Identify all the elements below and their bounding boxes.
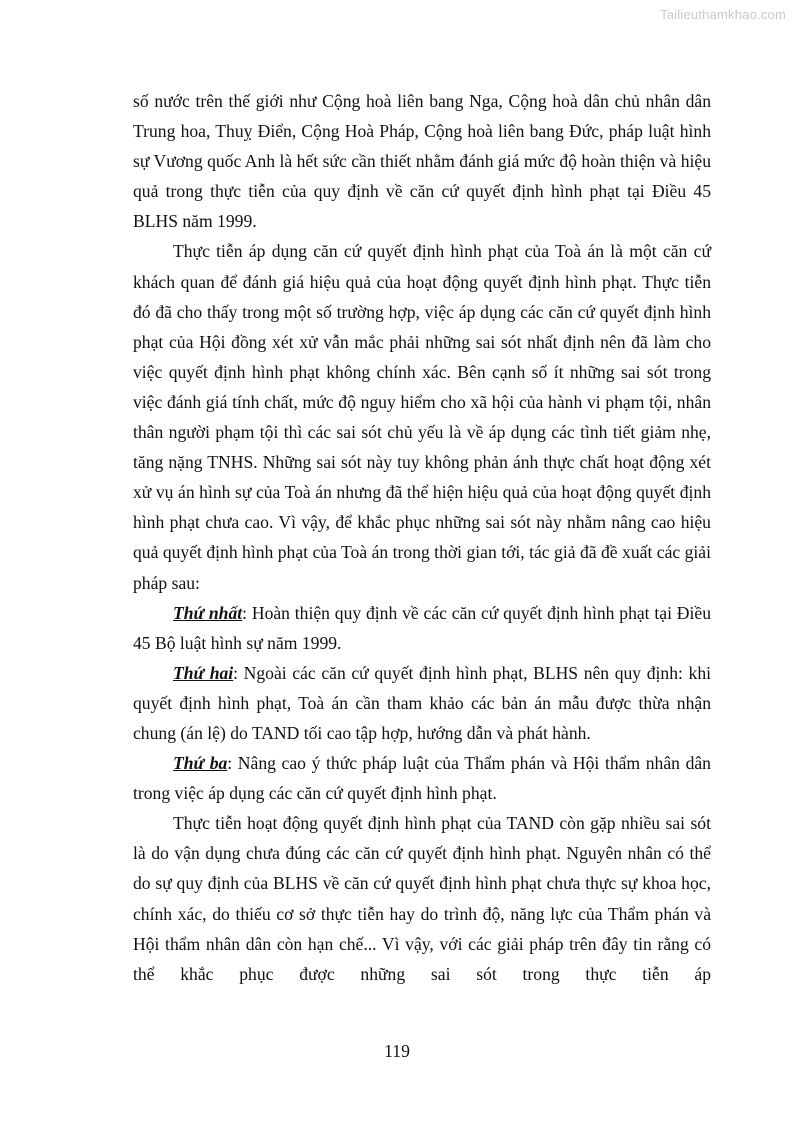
paragraph-1-line-4: hoàn thiện và hiệu quả trong thực tiễn của quy định về căn cứ quyết định <box>133 151 711 202</box>
paragraph-2-line-10: đã thể hiện hiệu quả của hoạt động quyết định hình phạt chưa cao. Vì vậy, để <box>133 482 711 533</box>
paragraph-6-line-2: sót là do vận dụng chưa đúng các căn cứ quyết định hình phạt. Nguyên nhân <box>133 813 711 864</box>
page-number: 119 <box>384 1041 410 1061</box>
paragraph-2-line-3: Thực tiễn đó đã cho thấy trong một số trường hợp, việc áp dụng các căn cứ <box>133 271 711 322</box>
paragraph-4-line-2: khi quyết định hình phạt, Toà án cần tham khảo các bản án mẫu được thừa <box>133 662 711 713</box>
paragraph-2-line-1: Thực tiễn áp dụng căn cứ quyết định hình phạt của Toà án là một căn <box>173 241 688 262</box>
paragraph-2-line-8: áp dụng các tình tiết giảm nhẹ, tăng nặng TNHS. Những sai sót này tuy <box>133 422 712 473</box>
paragraph-6-line-6: pháp trên đây tin rằng có thể khắc phục được những sai sót trong thực tiễn áp <box>133 933 712 984</box>
paragraph-2-line-9: không phản ánh thực chất hoạt động xét xử vụ án hình sự của Toà án nhưng <box>133 452 711 503</box>
paragraph-1-line-1: số nước trên thế giới như Cộng hoà liên bang Nga, Cộng hoà dân chủ nhân <box>133 91 680 111</box>
paragraph-4-line-3: nhận chung (án lệ) do TAND tối cao tập hợp, hướng dẫn và phát hành. <box>133 692 711 743</box>
paragraph-4 <box>133 658 711 748</box>
lead-thu-nhat: Thứ nhất <box>173 602 243 623</box>
paragraph-1 <box>133 86 711 236</box>
page-body <box>133 86 711 989</box>
paragraph-6-line-5: của Thẩm phán và Hội thẩm nhân dân còn hạn chế... Vì vậy, với các giải <box>133 903 711 954</box>
paragraph-6-line-3: có thể do sự quy định của BLHS về căn cứ quyết định hình phạt chưa thực <box>133 843 711 894</box>
paragraph-4-line-1: : Ngoài các căn cứ quyết định hình phạt, BLHS nên quy định: <box>233 662 683 683</box>
paragraph-1-line-5: hình phạt tại Điều 45 BLHS năm 1999. <box>133 181 711 232</box>
paragraph-6 <box>133 808 711 989</box>
lead-thu-hai: Thứ hai <box>173 662 234 683</box>
paragraph-2-line-2: cứ khách quan để đánh giá hiệu quả của hoạt động quyết định hình phạt. <box>133 241 712 292</box>
paragraph-2-line-11: khắc phục những sai sót này nhằm nâng cao hiệu quả quyết định hình phạt <box>133 512 711 563</box>
watermark: Tailieuthamkhao.com <box>660 7 786 22</box>
paragraph-6-line-1: Thực tiễn hoạt động quyết định hình phạt của TAND còn gặp nhiều sai <box>173 813 686 834</box>
paragraph-3 <box>133 598 711 658</box>
paragraph-5-line-1: : Nâng cao ý thức pháp luật của Thẩm phán và Hội thẩm nhân <box>227 753 680 774</box>
paragraph-3-line-1: : Hoàn thiện quy định về các căn cứ quyết định hình phạt tại <box>242 602 672 623</box>
paragraph-1-line-3: luật hình sự Vương quốc Anh là hết sức cần thiết nhằm đánh giá mức độ <box>133 121 711 172</box>
paragraph-2-line-7: của hành vi phạm tội, nhân thân người phạm tội thì các sai sót chủ yếu là về <box>133 391 711 443</box>
paragraph-5 <box>133 748 711 808</box>
paragraph-1-line-2: dân Trung hoa, Thuỵ Điển, Cộng Hoà Pháp, Cộng hoà liên bang Đức, pháp <box>133 91 711 142</box>
paragraph-5-line-2: dân trong việc áp dụng các căn cứ quyết định hình phạt. <box>133 753 711 804</box>
paragraph-2-line-4: quyết định hình phạt của Hội đồng xét xử vẫn mắc phải những sai sót nhất <box>133 301 711 352</box>
lead-thu-ba: Thứ ba <box>173 753 228 774</box>
paragraph-2-line-6: ít những sai sót trong việc đánh giá tính chất, mức độ nguy hiểm cho xã hội <box>133 361 712 412</box>
paragraph-2-line-12: của Toà án trong thời gian tới, tác giả đã đề xuất các giải pháp sau: <box>133 542 711 593</box>
paragraph-3-line-2: Điều 45 Bộ luật hình sự năm 1999. <box>133 602 711 653</box>
paragraph-6-line-4: sự khoa học, chính xác, do thiếu cơ sở thực tiễn hay do trình độ, năng lực <box>133 873 711 924</box>
paragraph-2-line-5: định nên đã làm cho việc quyết định hình phạt không chính xác. Bên cạnh số <box>133 331 711 382</box>
paragraph-2 <box>133 236 711 597</box>
